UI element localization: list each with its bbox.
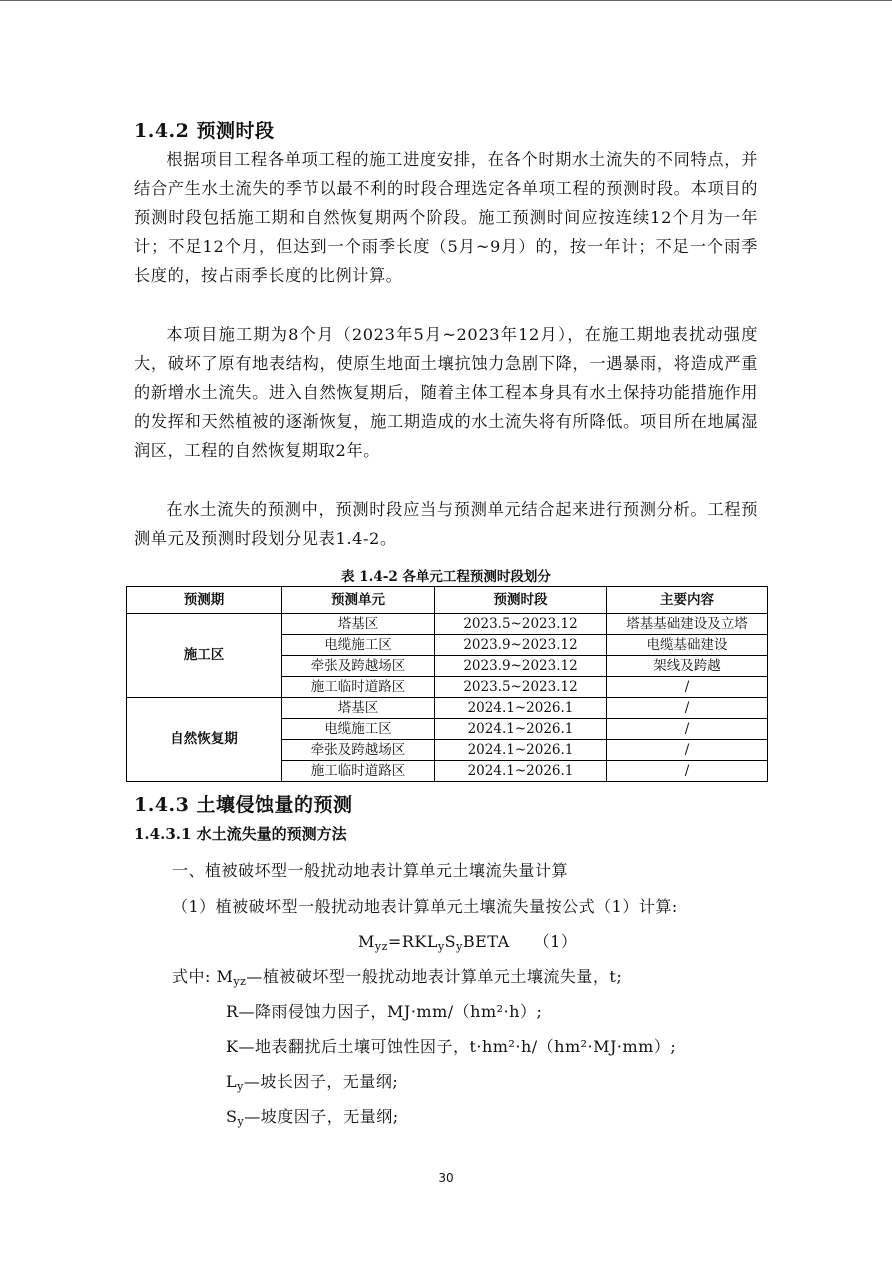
- time-cell: 2024.1~2026.1: [435, 719, 607, 740]
- definition-symbol-sub: yz: [233, 975, 247, 988]
- definition-symbol-sub: y: [237, 1115, 245, 1128]
- formula-1: [358, 929, 577, 952]
- header-content: 主要内容: [607, 587, 768, 614]
- formula-l-sub: y: [437, 940, 445, 953]
- definition-symbol: M: [216, 967, 234, 986]
- formula-s: S: [444, 932, 457, 951]
- table-row: [127, 614, 768, 635]
- subsection-title-1-4-3-1: 1.4.3.1 水土流失量的预测方法: [134, 825, 347, 843]
- time-cell: 2023.5~2023.12: [435, 614, 607, 635]
- unit-cell: 施工临时道路区: [282, 761, 435, 782]
- definition-2: R—降雨侵蚀力因子，MJ·mm/（hm²·h）;: [226, 1002, 543, 1021]
- formula-number: （1）: [533, 932, 578, 951]
- table-caption: 表 1.4-2 各单元工程预测时段划分: [341, 569, 551, 585]
- definition-4: [226, 1069, 398, 1092]
- page-number: 30: [438, 1171, 454, 1185]
- method-line-1: 一、植被破坏型一般扰动地表计算单元土壤流失量计算: [172, 861, 569, 880]
- content-cell: /: [607, 698, 768, 719]
- formula-m-sub: yz: [374, 940, 388, 953]
- paragraph-1: 根据项目工程各单项工程的施工进度安排，在各个时期水土流失的不同特点，并结合产生水土流失的季节以最不利的时段合理选定各单项工程的预测时段。本项目的预测时段包括施工期和自然恢复期两个阶段。施工预测时间应按连续12个月为一年计；不足12个月，但达到一个雨季长度（5月~9月）的，按一年计；不足一个雨季长度的，按占雨季长度的比例计算。: [134, 150, 758, 285]
- content-cell: /: [607, 740, 768, 761]
- time-cell: 2023.9~2023.12: [435, 635, 607, 656]
- content-cell: /: [607, 761, 768, 782]
- definition-symbol-sub: y: [237, 1080, 244, 1093]
- definition-symbol: L: [226, 1072, 238, 1091]
- header-unit: 预测单元: [282, 587, 435, 614]
- time-cell: 2023.9~2023.12: [435, 656, 607, 677]
- time-cell: 2024.1~2026.1: [435, 740, 607, 761]
- content-cell: /: [607, 677, 768, 698]
- content-cell: 塔基基础建设及立塔: [607, 614, 768, 635]
- section-title-1-4-2: 1.4.2 预测时段: [134, 120, 275, 142]
- time-cell: 2024.1~2026.1: [435, 761, 607, 782]
- definition-5: [226, 1104, 399, 1127]
- formula-eq: =RKL: [387, 932, 438, 951]
- content-cell: 电缆基础建设: [607, 635, 768, 656]
- content-cell: /: [607, 719, 768, 740]
- definition-3: K—地表翻扰后土壤可蚀性因子，t·hm²·h/（hm²·MJ·mm）;: [226, 1037, 677, 1056]
- method-line-2: （1）植被破坏型一般扰动地表计算单元土壤流失量按公式（1）计算:: [172, 897, 678, 916]
- definition-1: [172, 964, 622, 987]
- table-row: [127, 698, 768, 719]
- header-period: 预测期: [127, 587, 282, 614]
- period-cell: 施工区: [127, 614, 282, 698]
- paragraph-2: 本项目施工期为8个月（2023年5月~2023年12月），在施工期地表扰动强度大，破坏了原有地表结构，使原生地面土壤抗蚀力急剧下降，一遇暴雨，将造成严重的新增水土流失。进入自然恢复期后，随着主体工程本身具有水土保持功能措施作用的发挥和天然植被的逐渐恢复，施工期造成的水土流失将有所降低。项目所在地属湿润区，工程的自然恢复期取2年。: [134, 325, 758, 460]
- time-cell: 2023.5~2023.12: [435, 677, 607, 698]
- unit-cell: 电缆施工区: [282, 635, 435, 656]
- paragraph-3: 在水土流失的预测中，预测时段应当与预测单元结合起来进行预测分析。工程预测单元及预测时段划分见表1.4-2。: [134, 500, 758, 548]
- unit-cell: 塔基区: [282, 614, 435, 635]
- formula-s-sub: y: [456, 940, 463, 953]
- formula-tail: BETA: [462, 932, 510, 951]
- unit-cell: 牵张及跨越场区: [282, 740, 435, 761]
- definition-text: —坡长因子，无量纲;: [243, 1072, 399, 1091]
- period-cell: 自然恢复期: [127, 698, 282, 782]
- unit-cell: 牵张及跨越场区: [282, 656, 435, 677]
- unit-cell: 电缆施工区: [282, 719, 435, 740]
- top-border-line: [0, 0, 892, 1]
- unit-cell: 塔基区: [282, 698, 435, 719]
- definition-symbol: S: [226, 1107, 238, 1126]
- table-header-row: [127, 587, 768, 614]
- prediction-period-table: [126, 586, 768, 782]
- formula-m: M: [358, 932, 375, 951]
- definition-prefix: 式中:: [172, 967, 211, 986]
- time-cell: 2024.1~2026.1: [435, 698, 607, 719]
- definition-text: —植被破坏型一般扰动地表计算单元土壤流失量，t;: [246, 967, 623, 986]
- content-cell: 架线及跨越: [607, 656, 768, 677]
- section-title-1-4-3: 1.4.3 土壤侵蚀量的预测: [134, 794, 353, 816]
- definition-text: —坡度因子，无量纲;: [244, 1107, 399, 1126]
- unit-cell: 施工临时道路区: [282, 677, 435, 698]
- header-time: 预测时段: [435, 587, 607, 614]
